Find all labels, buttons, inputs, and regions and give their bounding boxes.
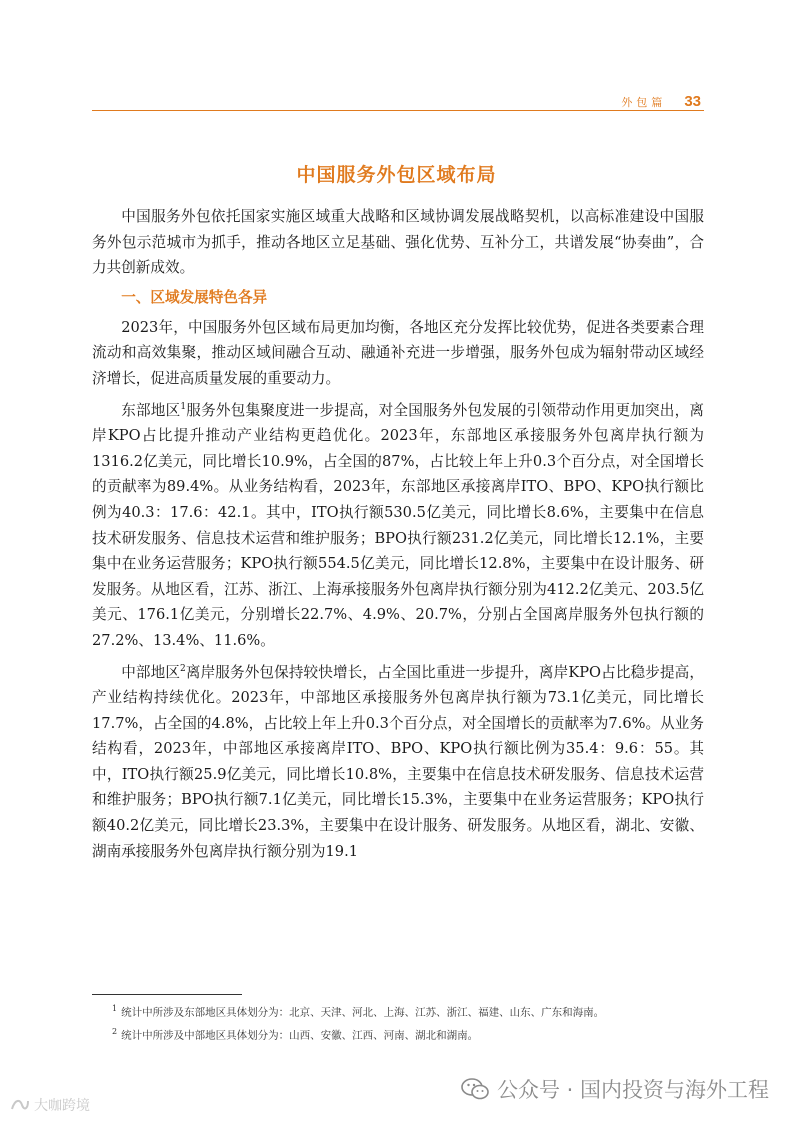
watermark-logo-icon (10, 1097, 30, 1113)
footnote-mark: 2 (112, 1026, 118, 1036)
wechat-icon (461, 1078, 489, 1100)
body-text (92, 204, 704, 870)
wechat-watermark (461, 1074, 769, 1104)
central-region-text: 离岸服务外包保持较快增长，占全国比重进一步提升，离岸KPO占比稳步提高，产业结构持续优化。2023年，中部地区承接服务外包离岸执行额为73.1亿美元，同比增长17.7%，占全国的4.8%，占比较上年上升0.3个百分点，对全国增长的贡献率为7.6%。从业务结构看，2023年，中部地区承接离岸ITO、BPO、KPO执行额比例为35.4：9.6：55。其中，ITO执行额25.9亿美元，同比增长10.8%，主要集中在信息技术研发服务、信息技术运营和维护服务；BPO执行额7.1亿美元，同比增长15.3%，主要集中在业务运营服务；KPO执行额40.2亿美元，同比增长23.3%，主要集中在设计服务、研发服务。从地区看，湖北、安徽、湖南承接服务外包离岸执行额分别为19.1 (92, 663, 704, 860)
section-subheading: 一、区域发展特色各异 (121, 288, 268, 306)
header-rule (92, 110, 704, 111)
east-region-lead: 东部地区 (121, 401, 181, 419)
central-region-lead: 中部地区 (121, 663, 181, 681)
intro-paragraph: 中国服务外包依托国家实施区域重大战略和区域协调发展战略契机，以高标准建设中国服务外包示范城市为抓手，推动各地区立足基础、强化优势、互补分工，共谱发展“协奏曲”，合力共创新成效。 (92, 208, 704, 277)
footnote (112, 1001, 704, 1021)
east-region-paragraph (92, 398, 704, 654)
overview-paragraph: 2023年，中国服务外包区域布局更加均衡，各地区充分发挥比较优势，促进各类要素合理流动和高效集聚，推动区域间融合互动、融通补充进一步增强，服务外包成为辐射带动区域经济增长，促进高质量发展的重要动力。 (92, 318, 704, 387)
footnote-text: 统计中所涉及东部地区具体划分为：北京、天津、河北、上海、江苏、浙江、福建、山东、广东和海南。 (121, 1006, 605, 1019)
footnote-rule (92, 994, 242, 995)
footnote-ref-1: 1 (180, 401, 187, 412)
corner-watermark-text: 大咖跨境 (34, 1098, 90, 1114)
central-region-paragraph (92, 660, 704, 865)
east-region-text: 服务外包集聚度进一步提高，对全国服务外包发展的引领带动作用更加突出，离岸KPO占比提升推动产业结构更趋优化。2023年，东部地区承接服务外包离岸执行额为1316.2亿美元，同比增长10.9%，占全国的87%，占比较上年上升0.3个百分点，对全国增长的贡献率为89.4%。从业务结构看，2023年，东部地区承接离岸ITO、BPO、KPO执行额比例为40.3：17.6：42.1。其中，ITO执行额530.5亿美元，同比增长8.6%，主要集中在信息技术研发服务、信息技术运营和维护服务；BPO执行额231.2亿美元，同比增长12.1%，主要集中在业务运营服务；KPO执行额554.5亿美元，同比增长12.8%，主要集中在设计服务、研发服务。从地区看，江苏、浙江、上海承接服务外包离岸执行额分别为412.2亿美元、203.5亿美元、176.1亿美元，分别增长22.7%、4.9%、20.7%，分别占全国离岸服务外包执行额的27.2%、13.4%、11.6%。 (92, 401, 704, 649)
page-number: 33 (684, 93, 701, 110)
corner-watermark (10, 1095, 90, 1115)
wechat-watermark-text: 公众号 · 国内投资与海外工程 (496, 1078, 769, 1102)
footnote-text: 统计中所涉及中部地区具体划分为：山西、安徽、江西、河南、湖北和湖南。 (121, 1029, 479, 1041)
footnote-mark: 1 (112, 1004, 118, 1013)
footnotes (112, 1001, 704, 1046)
running-header (621, 93, 701, 110)
footnote (112, 1024, 704, 1044)
section-label: 外包篇 (621, 96, 667, 109)
page-title: 中国服务外包区域布局 (296, 164, 497, 186)
footnote-ref-2: 2 (180, 663, 186, 674)
